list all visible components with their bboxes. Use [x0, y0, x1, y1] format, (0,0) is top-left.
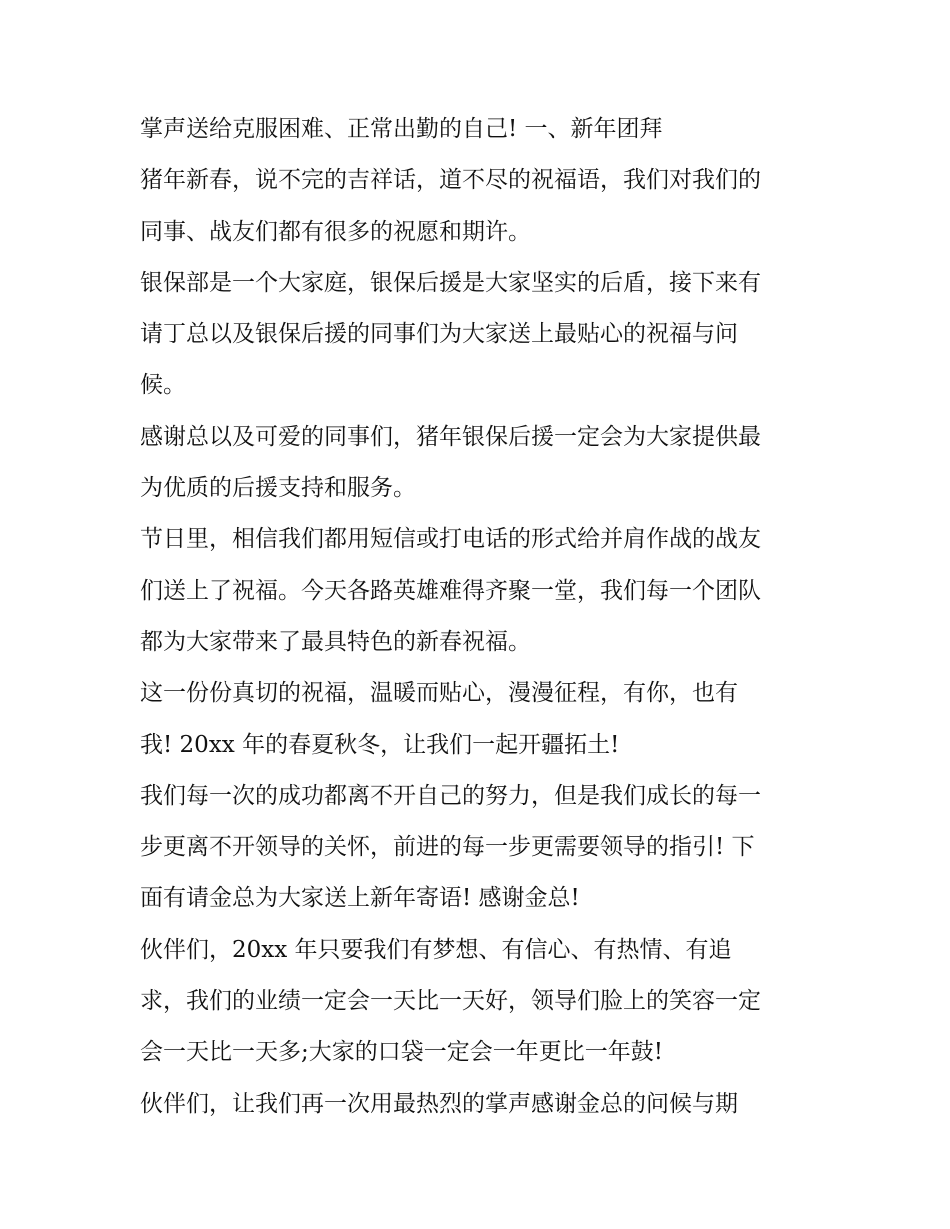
text-line: 会一天比一天多;大家的口袋一定会一年更比一年鼓! [140, 1039, 663, 1066]
text-line: 这一份份真切的祝福，温暖而贴心，漫漫征程，有你，也有 [140, 680, 738, 707]
text-line: 猪年新春，说不完的吉祥话，道不尽的祝福语，我们对我们的 [140, 167, 761, 194]
text-line: 面有请金总为大家送上新年寄语! 感谢金总! [140, 885, 580, 912]
text-line: 步更离不开领导的关怀，前进的每一步更需要领导的指引! 下 [140, 834, 755, 861]
text-line: 求，我们的业绩一定会一天比一天好，领导们脸上的笑容一定 [140, 988, 761, 1015]
text-line: 感谢总以及可爱的同事们，猪年银保后援一定会为大家提供最 [140, 423, 761, 450]
text-line: 们送上了祝福。今天各路英雄难得齐聚一堂，我们每一个团队 [140, 577, 761, 604]
text-line: 为优质的后援支持和服务。 [140, 475, 416, 502]
text-line: 伙伴们，让我们再一次用最热烈的掌声感谢金总的问候与期 [140, 1090, 738, 1117]
text-line: 都为大家带来了最具特色的新春祝福。 [140, 628, 531, 655]
text-line: 掌声送给克服困难、正常出勤的自己! 一、新年团拜 [140, 116, 663, 142]
text-line: 同事、战友们都有很多的祝愿和期许。 [140, 218, 531, 245]
text-line: 节日里，相信我们都用短信或打电话的形式给并肩作战的战友 [140, 526, 761, 553]
text-line: 请丁总以及银保后援的同事们为大家送上最贴心的祝福与问 [140, 321, 738, 348]
text-line: 银保部是一个大家庭，银保后援是大家坚实的后盾，接下来有 [140, 269, 761, 296]
text-line: 伙伴们，20xx 年只要我们有梦想、有信心、有热情、有追 [140, 936, 732, 963]
text-line: 候。 [140, 372, 186, 399]
text-line: 我们每一次的成功都离不开自己的努力，但是我们成长的每一 [140, 782, 761, 809]
text-line: 我! 20xx 年的春夏秋冬，让我们一起开疆拓土! [140, 731, 620, 758]
